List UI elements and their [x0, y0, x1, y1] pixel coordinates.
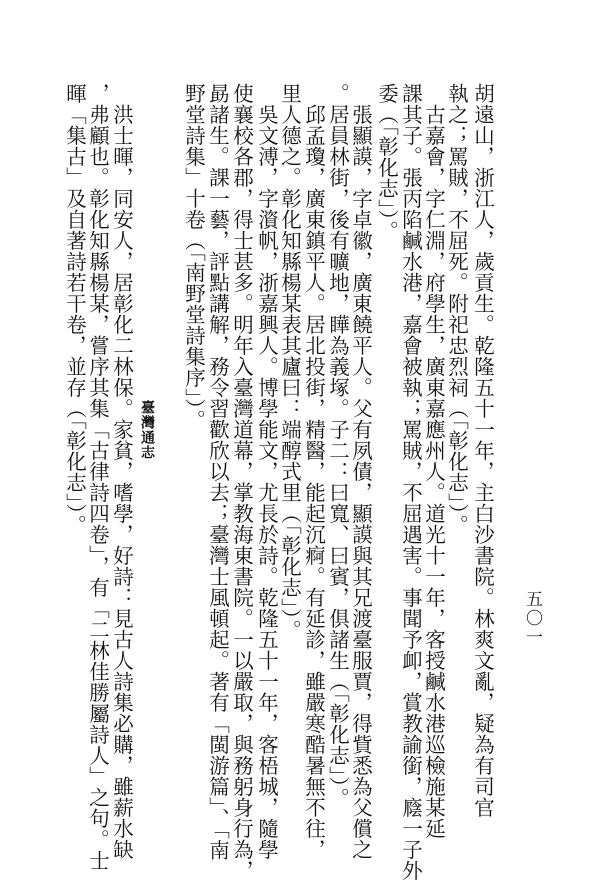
- text-column: 邱孟瓊，廣東鎮平人。居北投街，精醫，能起沉痾。有延診，雖嚴寒酷暑無不往，: [301, 104, 326, 860]
- text-column: 野堂詩集」十卷（「南野堂詩集序」）。: [181, 83, 206, 431]
- text-column: 課其子。張丙陷鹹水港，嘉會被執；罵賊，不屈遇害。事聞予卹，賞教諭銜，廕一子外: [398, 83, 423, 881]
- running-title: 臺灣通志: [139, 400, 155, 460]
- text-column: 委（「彰化志」）。: [374, 83, 399, 242]
- text-column: 里人德之。彰化知縣楊某表其廬曰：端醇式里（「彰化志」）。: [277, 83, 302, 641]
- text-column: 古嘉會，字仁淵，府學生，廣東嘉應州人。道光十一年，客授鹹水港巡檢施某延: [421, 104, 446, 839]
- text-column: 。居員林街，後有曠地，瞱為義塚。子二：曰寬、曰賓，俱諸生（「彰化志」）。: [325, 83, 350, 809]
- text-column: ，弗顧也。彰化知縣楊某，嘗序其集「古律詩四卷」，有「二林佳勝屬詩人」之句。士: [85, 83, 110, 871]
- text-column: 暉「集古」及自著詩若干卷，並存（「彰化志」）。: [62, 83, 87, 536]
- text-column: 胡遠山，浙江人，歲貢生。乾隆五十一年，主白沙書院。林爽文亂，疑為有司官: [470, 83, 495, 818]
- text-column: 使襄校各郡，得士甚多。明年入臺灣道幕，掌教海東書院。一以嚴取，與務躬身行為，: [229, 83, 254, 881]
- text-column: 吳文溥，字澬帆，浙嘉興人。博學能文，尤長於詩。乾隆五十一年，客梧城，隨學: [254, 104, 279, 860]
- page-number: 五〇一: [522, 590, 542, 647]
- text-column: 勗諸生。課一藝，評點講解，務令習歡欣以去；臺灣士風頓起。著有「閩游篇」、「南: [205, 83, 230, 861]
- text-column: 張顯謨，字卓徽，廣東饒平人。父有夙債，顯謨與其兄渡臺服賈，得貲悉為父償之: [348, 104, 373, 860]
- text-column: 洪士暉，同安人，居彰化二林保。家貧，嗜學，好詩：見古人詩集必購，雖薪水缺: [109, 104, 134, 860]
- text-column: 執之；罵賊，不屈死。附祀忠烈祠（「彰化志」）。: [444, 83, 469, 536]
